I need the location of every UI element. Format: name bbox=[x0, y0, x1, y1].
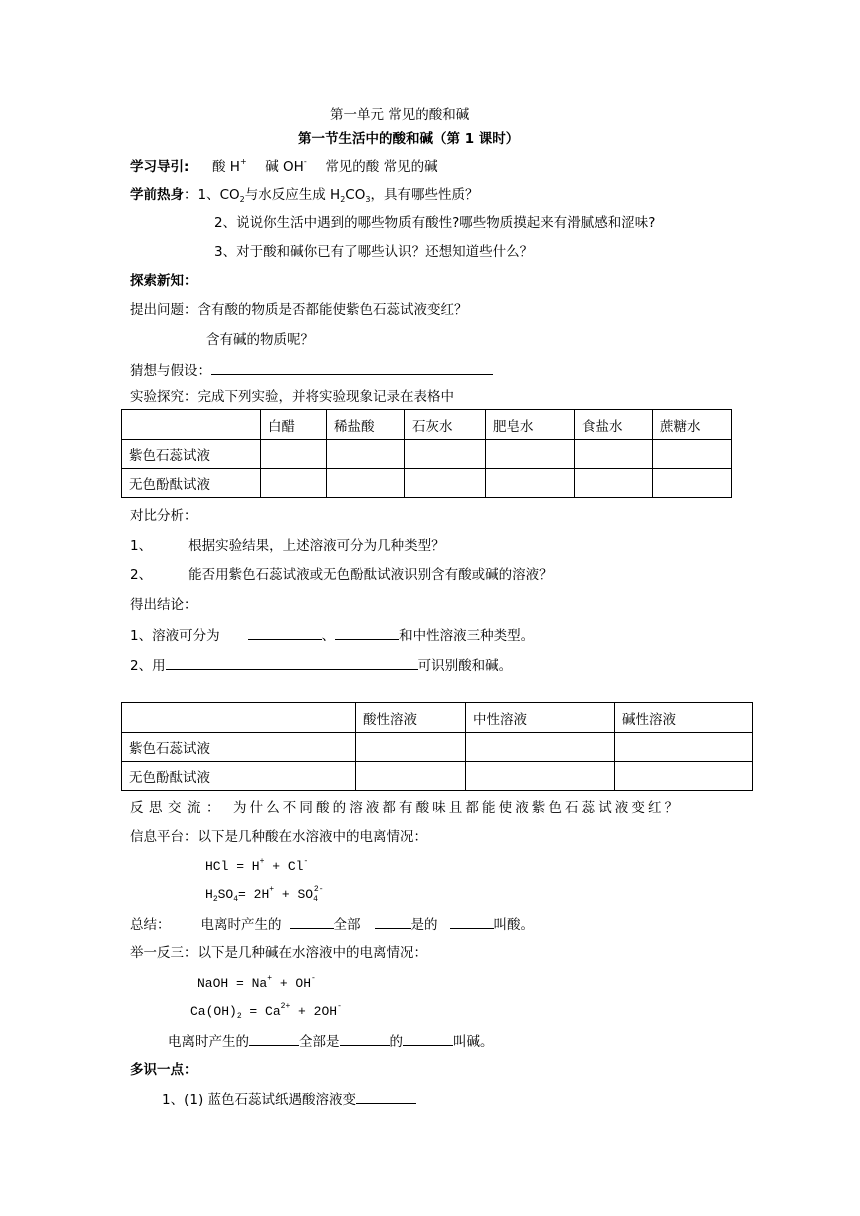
extra-label: 多识一点： bbox=[130, 1062, 198, 1078]
t1-cell[interactable] bbox=[261, 440, 327, 469]
eq2-sup2: 2- bbox=[313, 885, 324, 894]
guide-rest: 常见的酸 常见的碱 bbox=[325, 159, 438, 175]
base-equation-2 bbox=[190, 1003, 342, 1021]
eq2-sub3: 4 bbox=[313, 895, 318, 904]
experiment-intro: 实验探究：完成下列实验，并将实验现象记录在表格中 bbox=[130, 389, 454, 405]
t1-cell[interactable] bbox=[486, 469, 575, 498]
warmup-q3: 3、对于酸和碱你已有了哪些认识？还想知道些什么？ bbox=[214, 244, 534, 260]
eq2-d: + SO bbox=[274, 887, 314, 902]
t2-cell[interactable] bbox=[466, 762, 615, 791]
eq2-sub2: 4 bbox=[233, 895, 239, 904]
t1-h2: 稀盐酸 bbox=[327, 410, 405, 440]
t1-cell[interactable] bbox=[575, 440, 653, 469]
beq1-sup2: - bbox=[311, 974, 316, 983]
beq2-sup2: - bbox=[337, 1002, 342, 1011]
analysis-item1-text: 根据实验结果，上述溶液可分为几种类型？ bbox=[188, 538, 445, 554]
eq1-sup1: + bbox=[259, 857, 265, 866]
q1-mid2: CO bbox=[345, 187, 366, 203]
bdef-blank3[interactable] bbox=[403, 1031, 453, 1046]
t2-h2: 中性溶液 bbox=[466, 703, 615, 733]
t1-cell[interactable] bbox=[327, 469, 405, 498]
extra-item-text: 1、(1) 蓝色石蕊试纸遇酸溶液变 bbox=[162, 1092, 357, 1108]
summary-label: 总结： bbox=[130, 917, 171, 933]
eq1-b: + Cl bbox=[264, 859, 304, 874]
page-subtitle: 第一节生活中的酸和碱（第 1 课时） bbox=[298, 131, 520, 147]
eq1-a: HCl = H bbox=[205, 859, 260, 874]
analysis-item1 bbox=[130, 537, 445, 555]
t2-cell[interactable] bbox=[356, 733, 466, 762]
eq2-b: SO bbox=[217, 887, 234, 902]
guide-acid: 酸 H bbox=[212, 159, 240, 175]
conclusion-label: 得出结论： bbox=[130, 597, 198, 613]
bdef-blank1[interactable] bbox=[249, 1031, 299, 1046]
t2-cell[interactable] bbox=[356, 762, 466, 791]
guide-base: 碱 OH bbox=[265, 159, 304, 175]
t1-h1: 白醋 bbox=[261, 410, 327, 440]
t1-cell[interactable] bbox=[653, 469, 732, 498]
t1-row-label: 无色酚酞试液 bbox=[122, 469, 261, 498]
summary-table bbox=[121, 702, 753, 791]
summary-c: 是的 bbox=[410, 917, 438, 933]
t1-row-label: 紫色石蕊试液 bbox=[122, 440, 261, 469]
bdef-a: 电离时产生的 bbox=[168, 1034, 249, 1050]
eq2-a: H bbox=[205, 887, 213, 902]
t1-cell[interactable] bbox=[327, 440, 405, 469]
base-sup: - bbox=[303, 157, 307, 166]
summary-blank2[interactable] bbox=[375, 914, 411, 929]
analysis-item1-num: 1、 bbox=[130, 538, 153, 554]
beq1-sup1: + bbox=[267, 974, 273, 983]
t1-h3: 石灰水 bbox=[405, 410, 486, 440]
bdef-b: 全部是 bbox=[299, 1034, 340, 1050]
guide-label: 学习导引: bbox=[130, 159, 190, 175]
t2-h0 bbox=[122, 703, 356, 733]
t2-row-label: 无色酚酞试液 bbox=[122, 762, 356, 791]
beq1-a: NaOH = Na bbox=[197, 976, 268, 991]
analogy-intro: 举一反三：以下是几种碱在水溶液中的电离情况： bbox=[130, 945, 427, 961]
beq1-b: + OH bbox=[272, 976, 312, 991]
t2-row-label: 紫色石蕊试液 bbox=[122, 733, 356, 762]
c2-a: 2、用 bbox=[130, 658, 166, 674]
t2-cell[interactable] bbox=[615, 733, 753, 762]
c1-a: 1、溶液可分为 bbox=[130, 628, 220, 644]
hypothesis-blank[interactable] bbox=[211, 360, 493, 375]
t2-cell[interactable] bbox=[466, 733, 615, 762]
q1-sub3: 3 bbox=[365, 195, 371, 204]
warmup-q2: 2、说说你生活中遇到的哪些物质有酸性?哪些物质摸起来有滑腻感和涩味? bbox=[214, 215, 656, 231]
beq2-sup1: 2+ bbox=[280, 1002, 291, 1011]
c2-blank[interactable] bbox=[166, 655, 418, 670]
t1-h4: 肥皂水 bbox=[486, 410, 575, 440]
t2-cell[interactable] bbox=[615, 762, 753, 791]
extra-item bbox=[162, 1089, 416, 1109]
beq2-c: + 2OH bbox=[290, 1004, 338, 1019]
analysis-item2-text: 能否用紫色石蕊试液或无色酚酞试液识别含有酸或碱的溶液？ bbox=[188, 567, 553, 583]
experiment-table bbox=[121, 409, 732, 498]
extra-blank[interactable] bbox=[356, 1089, 416, 1104]
c1-blank2[interactable] bbox=[335, 625, 399, 640]
acid-equation-1 bbox=[205, 858, 308, 876]
conclusion-1 bbox=[130, 625, 534, 645]
t1-cell[interactable] bbox=[486, 440, 575, 469]
summary-blank3[interactable] bbox=[450, 914, 494, 929]
t1-cell[interactable] bbox=[653, 440, 732, 469]
info-intro: 信息平台：以下是几种酸在水溶液中的电离情况： bbox=[130, 829, 427, 845]
page-title: 第一单元 常见的酸和碱 bbox=[330, 107, 470, 123]
bdef-c: 的 bbox=[389, 1034, 403, 1050]
question-line1: 提出问题：含有酸的物质是否都能使紫色石蕊试液变红？ bbox=[130, 302, 468, 318]
bdef-d: 叫碱。 bbox=[453, 1034, 494, 1050]
q1-end: ，具有哪些性质？ bbox=[370, 187, 479, 203]
eq2-c: = 2H bbox=[238, 887, 270, 902]
t1-h6: 蔗糖水 bbox=[653, 410, 732, 440]
q1-sub2: 2 bbox=[340, 195, 346, 204]
summary-b: 全部 bbox=[333, 917, 361, 933]
beq2-b: = Ca bbox=[241, 1004, 281, 1019]
t1-cell[interactable] bbox=[405, 469, 486, 498]
t2-h3: 碱性溶液 bbox=[615, 703, 753, 733]
t1-h5: 食盐水 bbox=[575, 410, 653, 440]
learning-guide bbox=[130, 158, 438, 176]
analysis-item2 bbox=[130, 566, 553, 584]
beq2-sub1: 2 bbox=[236, 1012, 242, 1021]
c1-c: 和中性溶液三种类型。 bbox=[399, 628, 535, 644]
t2-h1: 酸性溶液 bbox=[356, 703, 466, 733]
beq2-a: Ca(OH) bbox=[190, 1004, 237, 1019]
base-equation-1 bbox=[197, 975, 316, 993]
q1-mid: 与水反应生成 H bbox=[244, 187, 341, 203]
eq2-sup1: + bbox=[269, 885, 275, 894]
acid-sup: + bbox=[239, 157, 247, 166]
q1-pre: ：1、CO bbox=[184, 187, 240, 203]
eq1-sup2: - bbox=[303, 857, 309, 866]
eq2-sub1: 2 bbox=[212, 895, 218, 904]
explore-label: 探索新知： bbox=[130, 273, 198, 289]
t1-cell[interactable] bbox=[405, 440, 486, 469]
t1-h0 bbox=[122, 410, 261, 440]
warmup-q1 bbox=[130, 186, 478, 204]
base-definition bbox=[168, 1031, 494, 1051]
q1-sub1: 2 bbox=[239, 195, 245, 204]
summary-blank1[interactable] bbox=[290, 914, 334, 929]
c2-b: 可识别酸和碱。 bbox=[417, 658, 513, 674]
conclusion-2 bbox=[130, 655, 512, 675]
t1-cell[interactable] bbox=[261, 469, 327, 498]
t1-cell[interactable] bbox=[575, 469, 653, 498]
acid-equation-2 bbox=[205, 886, 324, 904]
summary-d: 叫酸。 bbox=[493, 917, 534, 933]
summary-line bbox=[130, 914, 534, 934]
question-line2: 含有碱的物质呢？ bbox=[206, 332, 314, 348]
reflect bbox=[130, 799, 681, 817]
analysis-label: 对比分析： bbox=[130, 508, 198, 524]
bdef-blank2[interactable] bbox=[340, 1031, 390, 1046]
c1-blank1[interactable] bbox=[248, 625, 322, 640]
reflect-text: 为什么不同酸的溶液都有酸味且都能使液紫色石蕊试液变红？ bbox=[233, 800, 682, 816]
c1-b: 、 bbox=[321, 628, 336, 644]
warmup-label: 学前热身 bbox=[130, 187, 184, 203]
analysis-item2-num: 2、 bbox=[130, 567, 153, 583]
summary-a: 电离时产生的 bbox=[200, 917, 282, 933]
reflect-label: 反思交流： bbox=[130, 800, 225, 816]
hypothesis-label: 猜想与假设： bbox=[130, 363, 211, 379]
hypothesis bbox=[130, 360, 493, 380]
